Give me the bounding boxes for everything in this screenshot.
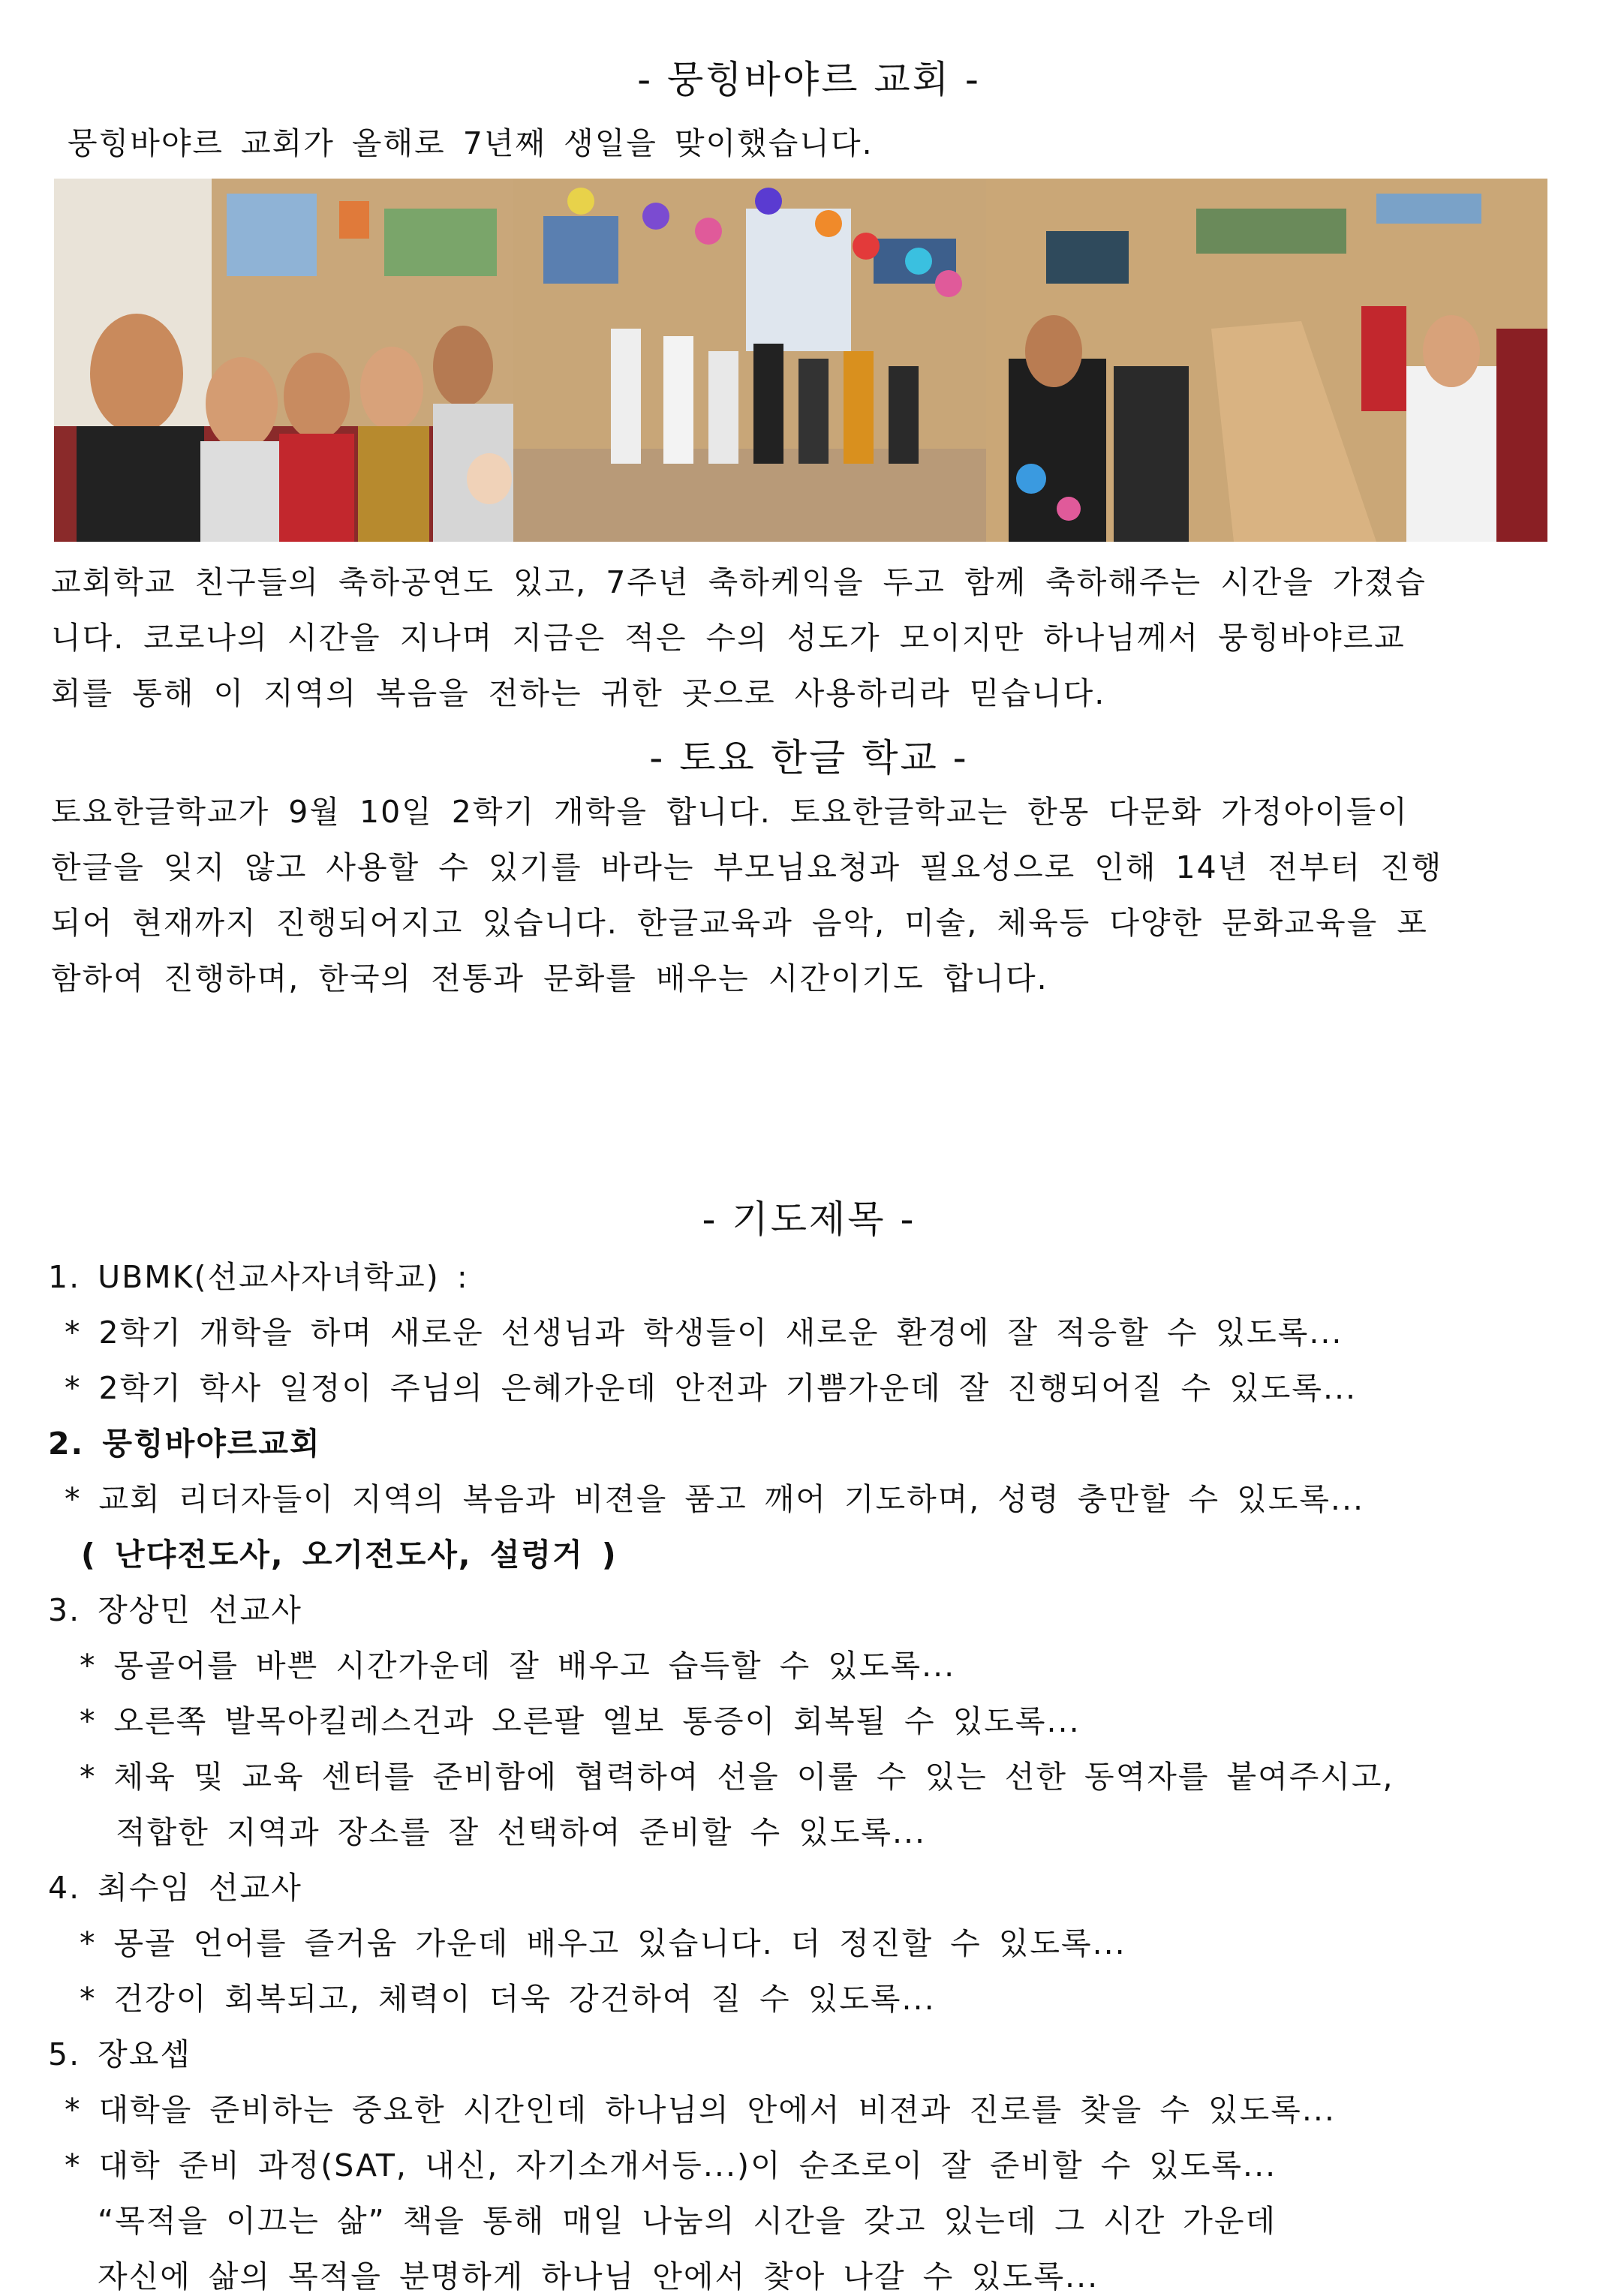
- prayer-leaders-names: ( 난댜전도사, 오기전도사, 설렁거 ): [81, 1537, 618, 1573]
- school-paragraph-line: 한글을 잊지 않고 사용할 수 있기를 바라는 부모님요청과 필요성으로 인해 14년 전부터 진행: [51, 849, 1443, 885]
- fellowship-table-photo: [986, 179, 1547, 542]
- prayer-heading-jang: 3. 장상민 선교사: [48, 1592, 302, 1628]
- prayer-point: * 2학기 개학을 하며 새로운 선생님과 학생들이 새로운 환경에 잘 적응할 수 있도록...: [65, 1315, 1343, 1351]
- prayer-point: * 2학기 학사 일정이 주님의 은혜가운데 안전과 기쁨가운데 잘 진행되어질 수 있도록...: [65, 1370, 1358, 1406]
- prayer-point: * 교회 리더자들이 지역의 복음과 비젼을 품고 깨어 기도하며, 성령 충만할 수 있도록...: [65, 1481, 1365, 1517]
- prayer-point: * 몽골어를 바쁜 시간가운데 잘 배우고 습득할 수 있도록...: [80, 1648, 956, 1684]
- prayer-point: * 체육 및 교육 센터를 준비함에 협력하여 선을 이룰 수 있는 선한 동역자를 붙여주시고,: [80, 1759, 1394, 1795]
- prayer-heading-joseph: 5. 장요셉: [48, 2036, 191, 2072]
- school-paragraph-line: 토요한글학교가 9월 10일 2학기 개학을 합니다. 토요한글학교는 한몽 다문화 가정아이들이: [51, 794, 1409, 830]
- prayer-point: * 건강이 회복되고, 체력이 더욱 강건하여 질 수 있도록...: [80, 1981, 936, 2017]
- prayer-heading-church: 2. 뭉힝바야르교회: [48, 1426, 321, 1462]
- prayer-point: * 대학 준비 과정(SAT, 내신, 자기소개서등...)이 순조로이 잘 준비할 수 있도록...: [65, 2147, 1277, 2183]
- prayer-point: * 몽골 언어를 즐거움 가운데 배우고 있습니다. 더 정진할 수 있도록...: [80, 1925, 1126, 1961]
- prayer-point: * 오른쪽 발목아킬레스건과 오른팔 엘보 통증이 회복될 수 있도록...: [80, 1703, 1081, 1739]
- prayer-heading-choi: 4. 최수임 선교사: [48, 1870, 302, 1906]
- school-paragraph-line: 되어 현재까지 진행되어지고 있습니다. 한글교육과 음악, 미술, 체육등 다양한 문화교육을 포: [51, 905, 1428, 941]
- prayer-point-continued: 자신에 삶의 목적을 분명하게 하나님 안에서 찾아 나갈 수 있도록...: [98, 2258, 1099, 2294]
- church-section-title: - 뭉힝바야르 교회 -: [637, 58, 981, 101]
- church-paragraph-line: 회를 통해 이 지역의 복음을 전하는 귀한 곳으로 사용하리라 믿습니다.: [51, 675, 1106, 711]
- children-performance-photo: [513, 179, 986, 542]
- church-intro: 뭉힝바야르 교회가 올해로 7년째 생일을 맞이했습니다.: [68, 125, 874, 161]
- prayer-section-title: - 기도제목 -: [702, 1198, 916, 1241]
- prayer-point-continued: “목적을 이끄는 삶” 책을 통해 매일 나눔의 시간을 갖고 있는데 그 시간 가운데: [98, 2203, 1277, 2239]
- church-paragraph-line: 교회학교 친구들의 축하공연도 있고, 7주년 축하케익을 두고 함께 축하해주는 시간을 가졌습: [51, 564, 1427, 600]
- photo-strip: [54, 179, 1547, 542]
- prayer-point-continued: 적합한 지역과 장소를 잘 선택하여 준비할 수 있도록...: [116, 1814, 927, 1850]
- school-paragraph: [51, 784, 1564, 1006]
- school-section-title: - 토요 한글 학교 -: [649, 736, 969, 780]
- prayer-heading-ubmk: 1. UBMK(선교사자녀학교) :: [48, 1259, 469, 1295]
- church-paragraph: [51, 554, 1564, 721]
- prayer-point: * 대학을 준비하는 중요한 시간인데 하나님의 안에서 비젼과 진로를 찾을 수 있도록...: [65, 2092, 1336, 2128]
- birthday-selfie-photo: [54, 179, 513, 542]
- church-paragraph-line: 니다. 코로나의 시간을 지나며 지금은 적은 수의 성도가 모이지만 하나님께서 뭉힝바야르교: [51, 620, 1406, 656]
- school-paragraph-line: 함하여 진행하며, 한국의 전통과 문화를 배우는 시간이기도 합니다.: [51, 960, 1048, 996]
